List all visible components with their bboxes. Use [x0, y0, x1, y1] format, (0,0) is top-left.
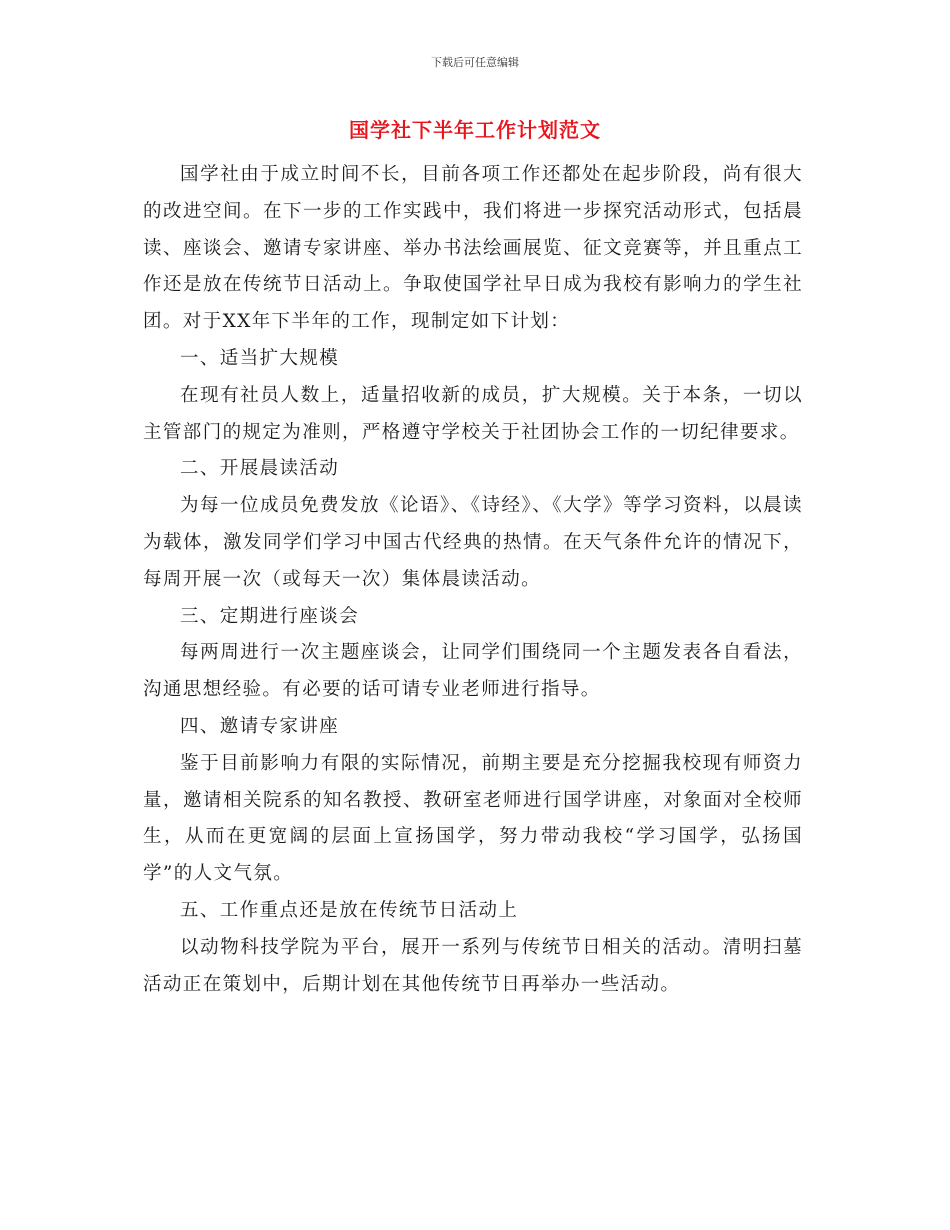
section-text-4: 鉴于目前影响力有限的实际情况，前期主要是充分挖掘我校现有师资力量，邀请相关院系的知名教授、教研室老师进行国学讲座，对象面对全校师生，从而在更宽阔的层面上宣扬国学，努力带动我校“学习国学，弘扬国学”的人文气氛。 — [143, 752, 803, 885]
document-body — [143, 157, 803, 1003]
section-heading-1: 一、适当扩大规模 — [180, 347, 340, 369]
section-heading-3: 三、定期进行座谈会 — [180, 605, 360, 627]
section-text-2: 为每一位成员免费发放《论语》、《诗经》、《大学》等学习资料，以晨读为载体，激发同学们学习中国古代经典的热情。在天气条件允许的情况下，每周开展一次（或每天一次）集体晨读活动。 — [143, 495, 803, 590]
header-note: 下载后可任意编辑 — [431, 56, 519, 69]
section-text-1: 在现有社员人数上，适量招收新的成员，扩大规模。关于本条，一切以主管部门的规定为准则，严格遵守学校关于社团协会工作的一切纪律要求。 — [143, 384, 803, 443]
intro-paragraph: 国学社由于成立时间不长，目前各项工作还都处在起步阶段，尚有很大的改进空间。在下一步的工作实践中，我们将进一步探究活动形式，包括晨读、座谈会、邀请专家讲座、举办书法绘画展览、征文竞赛等，并且重点工作还是放在传统节日活动上。争取使国学社早日成为我校有影响力的学生社团。对于XX年下半年的工作，现制定如下计划： — [143, 164, 803, 333]
section-heading-4: 四、邀请专家讲座 — [180, 715, 340, 737]
section-heading-2: 二、开展晨读活动 — [180, 458, 340, 480]
document-title: 国学社下半年工作计划范文 — [349, 118, 601, 142]
section-text-3: 每两周进行一次主题座谈会，让同学们围绕同一个主题发表各自看法，沟通思想经验。有必要的话可请专业老师进行指导。 — [143, 642, 803, 701]
section-heading-5: 五、工作重点还是放在传统节日活动上 — [180, 899, 519, 921]
section-text-5: 以动物科技学院为平台，展开一系列与传统节日相关的活动。清明扫墓活动正在策划中，后期计划在其他传统节日再举办一些活动。 — [143, 936, 803, 995]
